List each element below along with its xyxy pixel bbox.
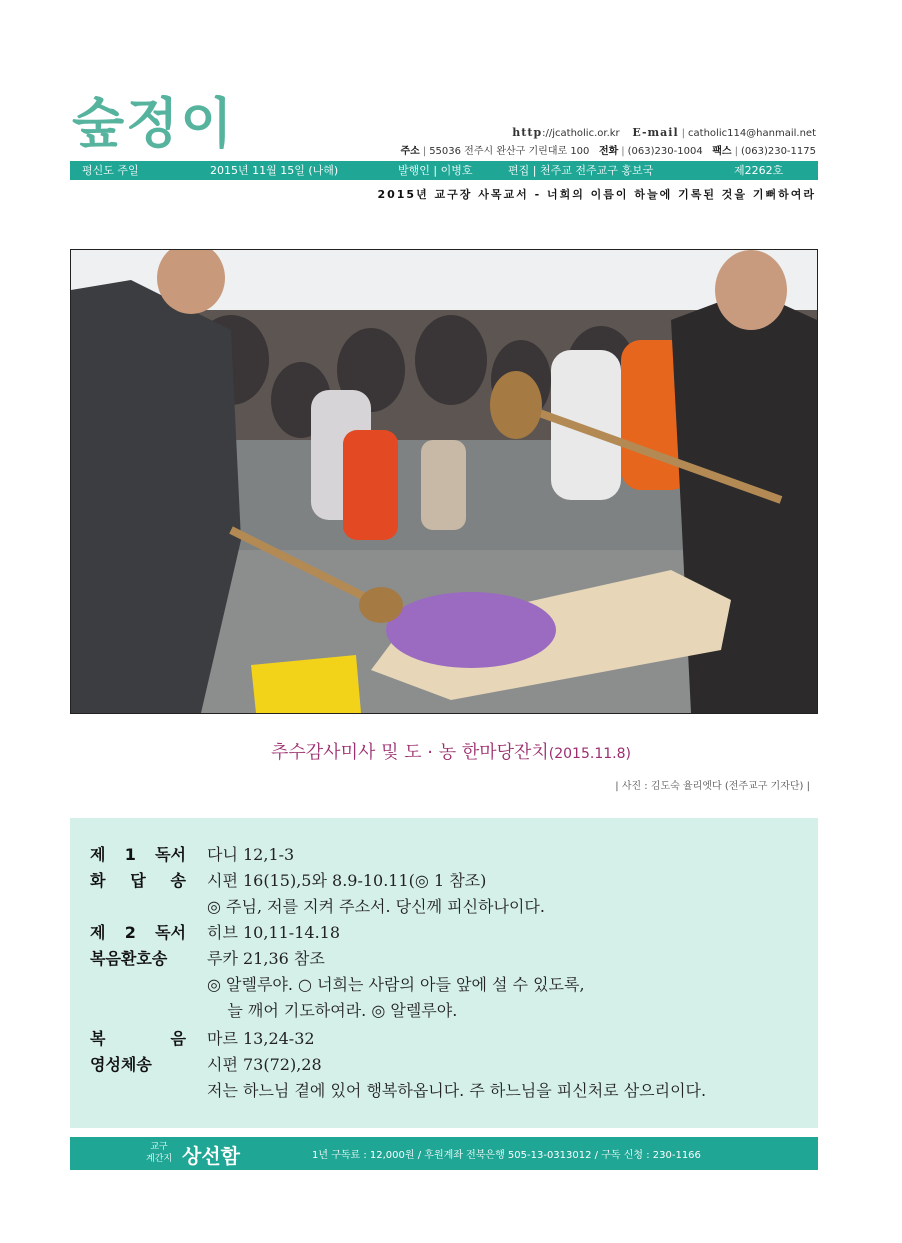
reading-label: 복 음 — [90, 1029, 186, 1048]
reading-label: 제 1 독서 — [90, 845, 186, 864]
phone-label: 전화 — [598, 146, 619, 157]
main-photo — [70, 249, 818, 714]
reading-label: 복음환호송 — [90, 949, 168, 968]
reading-text: 다니 12,1-3 — [207, 845, 295, 864]
email-value[interactable]: catholic114@hanmail.net — [688, 128, 816, 139]
magazine-logo: 상선함 — [182, 1144, 240, 1168]
reading-text: ◎ 주님, 저를 지켜 주소서. 당신께 피신하나이다. — [207, 897, 545, 916]
reading-text: ◎ 알렐루야. ○ 너희는 사람의 아들 앞에 설 수 있도록, — [207, 975, 585, 994]
email-label: E-mail — [632, 126, 679, 139]
reading-label: 제 2 독서 — [90, 923, 186, 942]
reading-text: 시편 16(15),5와 8.9-10.11(◎ 1 참조) — [207, 871, 487, 890]
reading-text: 저는 하느님 곁에 있어 행복하옵니다. 주 하느님을 피신처로 삼으리이다. — [207, 1081, 707, 1100]
subscription-info: 1년 구독료 : 12,000원 / 후원계좌 전북은행 505-13-0313012 / 구독 신청 : 230-1166 — [312, 1150, 701, 1161]
web-label: http — [512, 126, 543, 139]
magazine-type — [146, 1141, 172, 1165]
contact-web-email: http://jcatholic.or.kr E-mail | catholic114@hanmail.net — [512, 126, 816, 139]
mass-readings-panel — [70, 818, 818, 1128]
photo-caption — [0, 738, 902, 764]
masthead-logo: 숲정이 — [72, 91, 235, 155]
rice-cake-dough — [386, 592, 556, 668]
photo-credit: | 사진 : 김도숙 율리엣다 (전주교구 기자단) | — [615, 781, 810, 792]
reading-text: 히브 10,11-14.18 — [207, 923, 341, 942]
address-label: 주소 — [400, 146, 420, 157]
fax-value: (063)230-1175 — [740, 146, 816, 157]
magazine-type-line2: 계간지 — [146, 1154, 173, 1164]
reading-text: 루카 21,36 참조 — [207, 949, 325, 968]
reading-label: 화 답 송 — [90, 871, 186, 890]
editor: 편집 | 천주교 전주교구 홍보국 — [508, 164, 654, 177]
caption-title: 추수감사미사 및 도 · 농 한마당잔치 — [271, 742, 549, 763]
caption-date: (2015.11.8) — [548, 746, 631, 762]
photo-illustration — [71, 250, 817, 713]
web-value[interactable]: ://jcatholic.or.kr — [542, 128, 620, 139]
issue-number: 제2262호 — [734, 164, 784, 177]
issue-info-bar — [70, 161, 818, 180]
phone-value: (063)230-1004 — [627, 146, 703, 157]
fax-label: 팩스 — [712, 146, 732, 157]
reading-text: 시편 73(72),28 — [207, 1055, 322, 1074]
issue-date: 2015년 11월 15일 (나해) — [210, 164, 339, 177]
address-value: 55036 전주시 완산구 기린대로 100 — [429, 146, 590, 157]
reading-text: 늘 깨어 기도하여라. ◎ 알렐루야. — [207, 1001, 458, 1020]
pastoral-theme: 2015년 교구장 사목교서 - 너희의 이름이 하늘에 기록된 것을 기뻐하여라 — [377, 188, 816, 201]
reading-label: 영성체송 — [90, 1055, 152, 1074]
sunday-name: 평신도 주일 — [82, 164, 139, 177]
yellow-bucket — [251, 655, 361, 713]
publisher: 발행인 | 이병호 — [398, 164, 473, 177]
subscription-footer — [70, 1137, 818, 1170]
magazine-type-line1: 교구 — [150, 1142, 168, 1152]
reading-text: 마르 13,24-32 — [207, 1029, 315, 1048]
left-man — [71, 280, 241, 713]
contact-address: 주소 | 55036 전주시 완산구 기린대로 100 전화 | (063)230-1004 팩스 | (063)230-1175 — [400, 146, 816, 157]
